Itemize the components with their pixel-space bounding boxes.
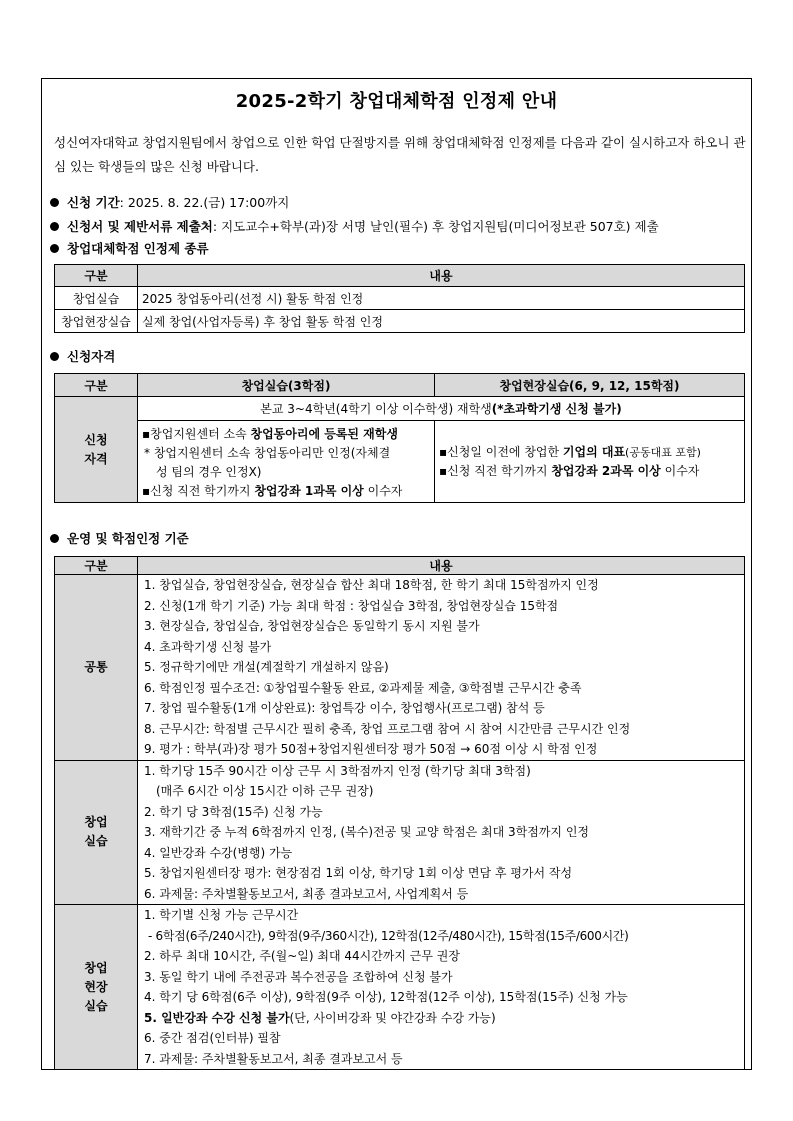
text-fragment: ▪창업지원센터 소속 <box>142 427 251 441</box>
qualification-table <box>54 373 745 503</box>
qual-row-label: 신청 자격 <box>55 397 138 503</box>
qual-field-line <box>439 443 740 462</box>
period-value: : 2025. 8. 22.(금) 17:00까지 <box>119 195 290 210</box>
list-item <box>144 1008 738 1029</box>
text-bold: 창업동아리에 등록된 재학생 <box>250 427 398 441</box>
list-item: 4. 학기 당 6학점(6주 이상), 9학점(9주 이상), 12학점(12주 이상), 15학점(15주) 신청 가능 <box>144 990 628 1004</box>
submit-bullet <box>50 217 659 235</box>
operations-table <box>54 556 745 1070</box>
list-item: - 6학점(6주/240시간), 9학점(9주/360시간), 12학점(12주/480시간), 15학점(15주/600시간) <box>148 928 629 943</box>
list-item: 1. 학기당 15주 90시간 이상 근무 시 3학점까지 인정 (학기당 최대 3학점) <box>144 763 531 778</box>
list-item: 3. 재학기간 중 누적 6학점까지 인정, (복수)전공 및 교양 학점은 최대 3학점까지 인정 <box>144 825 590 839</box>
ops-field-cell <box>138 905 745 1070</box>
types-header-category: 구분 <box>55 265 138 287</box>
qual-common-text: 본교 3~4학년(4학기 이상 이수학생) 재학생 <box>260 402 492 416</box>
types-cell-content: 실제 창업(사업자등록) 후 창업 활동 학점 인정 <box>138 310 745 333</box>
qual-practice-note-cont: 성 팀의 경우 인정X) <box>156 465 262 479</box>
qual-common-bold: (*초과학기생 신청 불가) <box>491 402 622 416</box>
list-item: 2. 학기 당 3학점(15주) 신청 가능 <box>144 804 323 819</box>
types-cell-content: 2025 창업동아리(선정 시) 활동 학점 인정 <box>138 287 745 310</box>
qual-bullet <box>50 347 115 365</box>
bullet-dot-icon <box>50 534 59 543</box>
qual-practice-line <box>142 425 430 444</box>
list-item: 9. 평가 : 학부(과)장 평가 50점+창업지원센터장 평가 50점 → 60점 이상 시 학점 인정 <box>144 742 598 756</box>
text-fragment: ▪신청일 이전에 창업한 <box>439 444 563 459</box>
text-fragment: (단, 사이버강좌 및 야간강좌 수강 가능) <box>289 1010 496 1025</box>
bullet-dot-icon <box>50 198 59 207</box>
text-bold: 창업강좌 1과목 이상 <box>254 484 364 498</box>
list-item: (매주 6시간 이상 15시간 이하 근무 권장) <box>156 784 374 798</box>
ops-label: 운영 및 학점인정 기준 <box>67 531 189 546</box>
list-item: 3. 동일 학기 내에 주전공과 복수전공을 조합하여 신청 불가 <box>144 969 453 984</box>
list-item: 6. 중간 점검(인터뷰) 필참 <box>144 1031 281 1045</box>
types-header-content: 내용 <box>138 265 745 287</box>
ops-header-content: 내용 <box>138 557 745 575</box>
list-item: 5. 창업지원센터장 평가: 현장점검 1회 이상, 학기당 1회 이상 면담 후 평가서 작성 <box>144 866 573 880</box>
list-item: 2. 하루 최대 10시간, 주(월~일) 최대 44시간까지 근무 권장 <box>144 949 460 963</box>
list-item: 7. 과제물: 주차별활동보고서, 최종 결과보고서 등 <box>144 1051 403 1066</box>
ops-practice-label: 창업 실습 <box>55 760 138 905</box>
list-item: 1. 창업실습, 창업현장실습, 현장실습 합산 최대 18학점, 한 학기 최대 15학점까지 인정 <box>144 578 599 592</box>
qual-header-field: 창업현장실습(6, 9, 12, 15학점) <box>435 374 745 397</box>
qual-header-practice: 창업실습(3학점) <box>138 374 435 397</box>
list-item: 1. 학기별 신청 가능 근무시간 <box>144 908 299 922</box>
period-label: 신청 기간 <box>67 195 120 210</box>
table-row <box>55 310 745 333</box>
ops-common-label: 공통 <box>55 575 138 761</box>
text-fragment: ▪신청 직전 학기까지 <box>439 463 552 478</box>
list-item: 6. 학점인정 필수조건: ①창업필수활동 완료, ②과제물 제출, ③학점별 근무시간 충족 <box>144 680 582 695</box>
text-fragment: ▪신청 직전 학기까지 <box>142 484 255 498</box>
types-cell-label: 창업실습 <box>55 287 138 310</box>
list-item: 5. 정규학기에만 개설(계절학기 개설하지 않음) <box>144 660 389 674</box>
ops-header-category: 구분 <box>55 557 138 575</box>
types-table <box>54 264 745 333</box>
bullet-dot-icon <box>50 352 59 361</box>
table-row <box>55 287 745 310</box>
document-frame <box>41 78 752 1070</box>
bullet-dot-icon <box>50 222 59 231</box>
ops-practice-cell <box>138 760 745 905</box>
list-item: 8. 근무시간: 학점별 근무시간 필히 충족, 창업 프로그램 참여 시 참여 시간만큼 근무시간 인정 <box>144 721 631 736</box>
page-title: 2025-2학기 창업대체학점 인정제 안내 <box>235 91 558 112</box>
intro-paragraph: 성신여자대학교 창업지원팀에서 창업으로 인한 학업 단절방지를 위해 창업대체학점 인정제를 다음과 같이 실시하고자 하오니 관심 있는 학생들의 많은 신청 바랍니다. <box>54 135 746 174</box>
period-bullet <box>50 193 289 211</box>
ops-field-label: 창업 현장 실습 <box>55 905 138 1070</box>
text-bold: 창업강좌 2과목 이상 <box>551 463 661 478</box>
submit-label: 신청서 및 제반서류 제출처 <box>67 219 213 234</box>
text-bold: 기업의 대표 <box>562 444 626 459</box>
list-item: 2. 신청(1개 학기 기준) 가능 최대 학점 : 창업실습 3학점, 창업현장실습 15학점 <box>144 598 559 613</box>
list-item: 7. 창업 필수활동(1개 이상완료): 창업특강 이수, 창업행사(프로그램) 참석 등 <box>144 701 545 715</box>
types-bullet <box>50 239 209 257</box>
list-item: 4. 초과학기생 신청 불가 <box>144 639 272 654</box>
types-label: 창업대체학점 인정제 종류 <box>67 241 209 256</box>
qual-field-line <box>439 462 740 481</box>
text-fragment: 이수자 <box>363 484 403 498</box>
list-item: 6. 과제물: 주차별활동보고서, 최종 결과보고서, 사업계획서 등 <box>144 886 469 901</box>
ops-common-cell <box>138 575 745 761</box>
text-bold: 5. 일반강좌 수강 신청 불가 <box>144 1010 290 1025</box>
text-fragment: (공동대표 포함) <box>625 445 701 459</box>
ops-bullet <box>50 529 189 547</box>
qual-practice-line <box>142 482 430 501</box>
list-item: 3. 현장실습, 창업실습, 창업현장실습은 동일학기 동시 지원 불가 <box>144 619 480 633</box>
qual-practice-cell <box>138 421 435 503</box>
text-fragment: 이수자 <box>660 463 700 478</box>
submit-value: : 지도교수+학부(과)장 서명 날인(필수) 후 창업지원팀(미디어정보관 507호) 제출 <box>212 219 659 234</box>
qual-header-category: 구분 <box>55 374 138 397</box>
qual-field-cell <box>435 421 745 503</box>
types-cell-label: 창업현장실습 <box>55 310 138 333</box>
qual-label: 신청자격 <box>67 349 116 364</box>
bullet-dot-icon <box>50 244 59 253</box>
qual-practice-note: * 창업지원센터 소속 창업동아리만 인정(자체결 <box>144 446 391 460</box>
list-item: 4. 일반강좌 수강(병행) 가능 <box>144 845 293 860</box>
qual-common-cell <box>138 397 745 421</box>
